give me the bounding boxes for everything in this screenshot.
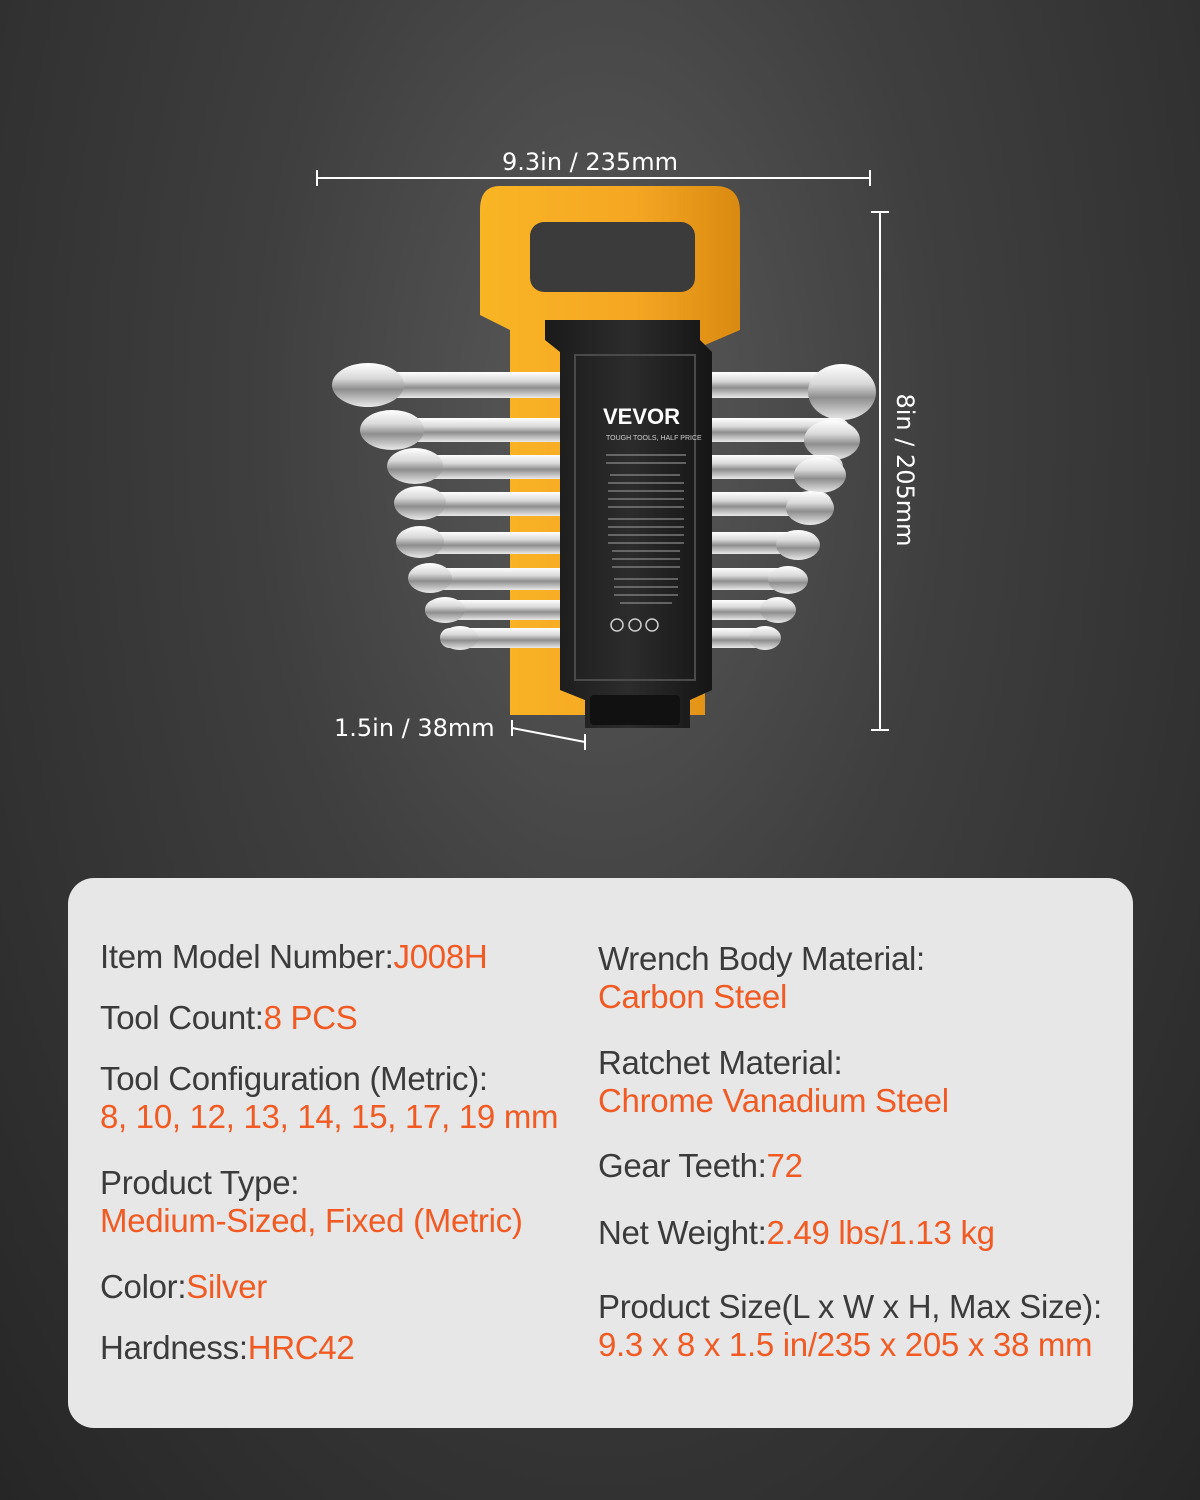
- spec-value: J008H: [393, 938, 488, 975]
- spec-value: 2.49 lbs/1.13 kg: [766, 1214, 995, 1251]
- width-dimension-line: [317, 170, 870, 186]
- spec-product-size: [598, 1288, 1102, 1364]
- spec-value: 8, 10, 12, 13, 14, 15, 17, 19 mm: [100, 1098, 559, 1135]
- spec-value: 72: [766, 1147, 803, 1184]
- spec-ratchet-material: [598, 1044, 949, 1120]
- spec-label: Wrench Body Material:: [598, 940, 925, 977]
- spec-gear-teeth: [598, 1147, 803, 1185]
- spec-color: [100, 1268, 267, 1306]
- spec-product-type: [100, 1164, 523, 1240]
- height-dimension-line: [871, 212, 889, 730]
- spec-value: 9.3 x 8 x 1.5 in/235 x 205 x 38 mm: [598, 1326, 1093, 1363]
- spec-label: Ratchet Material:: [598, 1044, 843, 1081]
- spec-label: Tool Count:: [100, 999, 264, 1036]
- spec-body-material: [598, 940, 925, 1016]
- depth-dimension-label: 1.5in / 38mm: [334, 714, 495, 742]
- spec-value: 8 PCS: [263, 999, 358, 1036]
- spec-label: Product Type:: [100, 1164, 300, 1201]
- specifications-card: [68, 878, 1133, 1428]
- spec-tool-configuration: [100, 1060, 558, 1136]
- spec-label: Product Size(L x W x H, Max Size):: [598, 1288, 1102, 1325]
- brand-tagline: TOUGH TOOLS, HALF PRICE: [606, 435, 702, 442]
- spec-value: Carbon Steel: [598, 978, 788, 1015]
- spec-model-number: [100, 938, 487, 976]
- spec-label: Item Model Number:: [100, 938, 394, 975]
- spec-tool-count: [100, 999, 358, 1037]
- spec-net-weight: [598, 1214, 995, 1252]
- spec-label: Tool Configuration (Metric):: [100, 1060, 488, 1097]
- spec-label: Net Weight:: [598, 1214, 767, 1251]
- holder-black-panel: [545, 320, 712, 728]
- width-dimension-label: 9.3in / 235mm: [502, 148, 678, 176]
- spec-hardness: [100, 1329, 354, 1367]
- spec-value: Silver: [186, 1268, 267, 1305]
- spec-value: Chrome Vanadium Steel: [598, 1082, 949, 1119]
- spec-label: Hardness:: [100, 1329, 248, 1366]
- spec-label: Color:: [100, 1268, 187, 1305]
- spec-value: Medium-Sized, Fixed (Metric): [100, 1202, 523, 1239]
- depth-dimension-line: [512, 720, 585, 750]
- brand-logo: VEVOR: [603, 404, 681, 429]
- height-dimension-label: 8in / 205mm: [891, 393, 919, 547]
- spec-label: Gear Teeth:: [598, 1147, 767, 1184]
- spec-value: HRC42: [247, 1329, 355, 1366]
